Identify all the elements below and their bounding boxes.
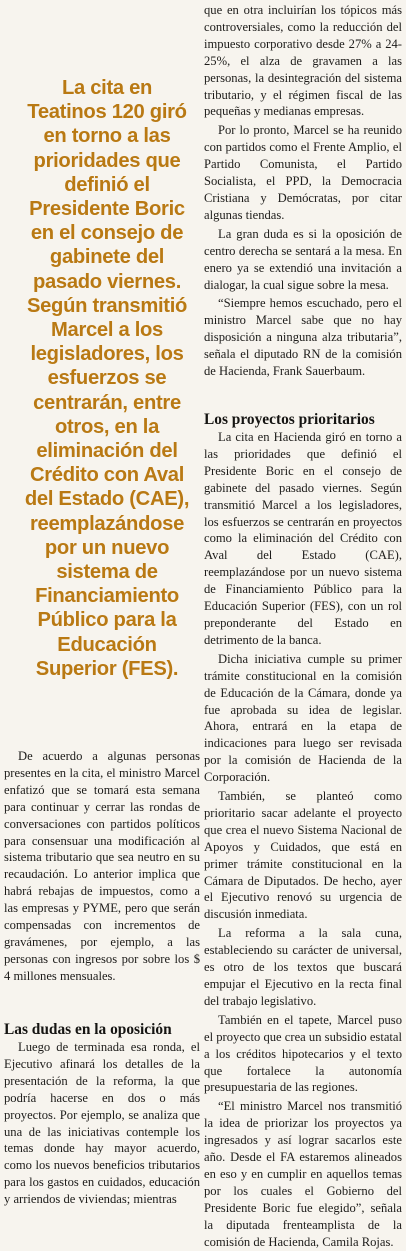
paragraph: La gran duda es si la oposición de centro derecha se sentará a la mesa. En enero ya se extendió una invitación a dialogar, la cual sigue sobre la mesa.	[204, 226, 402, 292]
right-text-block-2	[204, 410, 402, 1251]
right-text-block	[204, 2, 402, 380]
left-text-block	[4, 748, 200, 985]
paragraph: que en otra incluirían los tópicos más controversiales, como la reducción del impuesto corporativo desde 27% a 24-25%, el alza de gravamen a las personas, la desintegración del sistema tributario, y el régimen fiscal de las pequeñas y medianas empresas.	[204, 3, 402, 119]
subheading: Las dudas en la oposición	[4, 1021, 172, 1038]
paragraph: Dicha iniciativa cumple su primer trámite constitucional en la comisión de Educación de la Cámara, donde ya fue aprobada su idea de legislar. Ahora, entrará en la etapa de indicaciones para luego ser revisada por la comisión de Hacienda de la Corporación.	[204, 651, 402, 785]
paragraph: También en el tapete, Marcel puso el proyecto que crea un subsidio estatal a los créditos hipotecarios y el texto que fortalece la autonomía presupuestaria de las regiones.	[204, 1012, 402, 1095]
right-column	[204, 0, 402, 1249]
paragraph: Luego de terminada esa ronda, el Ejecutivo afinará los detalles de la presentación de la reforma, la que podría hacerse en dos o más proyectos. Por ejemplo, se analiza que una de las iniciativas contemple los temas donde hay mayor acuerdo, como los nuevos beneficios tributarios para los gastos en cuidados, educación y arriendos de viviendas; mientras	[4, 1040, 200, 1207]
paragraph: La reforma a la sala cuna, estableciendo su carácter de universal, es otro de los textos que buscará empujar el Ejecutivo en la recta final del trabajo legislativo.	[204, 926, 402, 1008]
paragraph: También, se planteó como prioritario sacar adelante el proyecto que crea el nuevo Sistema Nacional de Apoyos y Cuidados, que está en primer trámite constitucional en la Cámara de Diputados. De hecho, ayer el Ejecutivo renovó su urgencia de discusión inmediata.	[204, 789, 402, 922]
left-text-block-2	[4, 1020, 200, 1208]
left-column	[4, 0, 200, 1222]
paragraph: “El ministro Marcel nos transmitió la idea de priorizar los proyectos ya ingresados y así lograr sacarlos este año. Desde el FA estaremos alineados en eso y en cumplir en aquellos temas por los cuales el Gobierno del Presidente Boric fue elegido”, señala la diputada frenteamplista de la comisión de Hacienda, Camila Rojas.	[204, 1099, 402, 1249]
subheading: Los proyectos prioritarios	[204, 411, 375, 428]
paragraph: “Siempre hemos escuchado, pero el ministro Marcel sabe que no hay disposición a ninguna alza tributaria”, señala el diputado RN de la comisión de Hacienda, Frank Sauerbaum.	[204, 296, 402, 379]
paragraph: Por lo pronto, Marcel se ha reunido con partidos como el Frente Amplio, el Partido Comunista, el Partido Socialista, el PPD, la Democracia Cristiana y Demócratas, por citar algunas tiendas.	[204, 123, 402, 222]
pull-quote: La cita en Teatinos 120 giró en torno a las prioridades que definió el Presidente Boric en el consejo de gabinete del pasado viernes. Según transmitió Marcel a los legisladores, los esfuerzos se centrarán, entre otros, en la eliminación del Crédito con Aval del Estado (CAE), reemplazándose por un nuevo sistema de Financiamiento Público para la Educación Superior (FES).	[24, 77, 190, 680]
paragraph: De acuerdo a algunas personas presentes en la cita, el ministro Marcel enfatizó que se tomará esta semana para continuar y cerrar las rondas de conversaciones con partidos políticos para consensuar una modificación al sistema tributario que sea neutro en su recaudación. Lo anterior implica que habrá rebajas de impuestos, como a las empresas y PYME, pero que serán compensadas con incrementos de gravámenes, por ejemplo, a las personas con ingresos por sobre los $ 4 millones mensuales.	[4, 749, 200, 983]
paragraph: La cita en Hacienda giró en torno a las prioridades que definió el Presidente Boric en el consejo de gabinete del pasado viernes. Según transmitió Marcel a los legisladores, los esfuerzos se centrarán en proyectos como la eliminación del Crédito con Aval del Estado (CAE), reemplazándose por un nuevo sistema de Financiamiento Público para la Educación Superior (FES), con un rol preponderante del Estado en detrimento de la banca.	[204, 430, 402, 647]
